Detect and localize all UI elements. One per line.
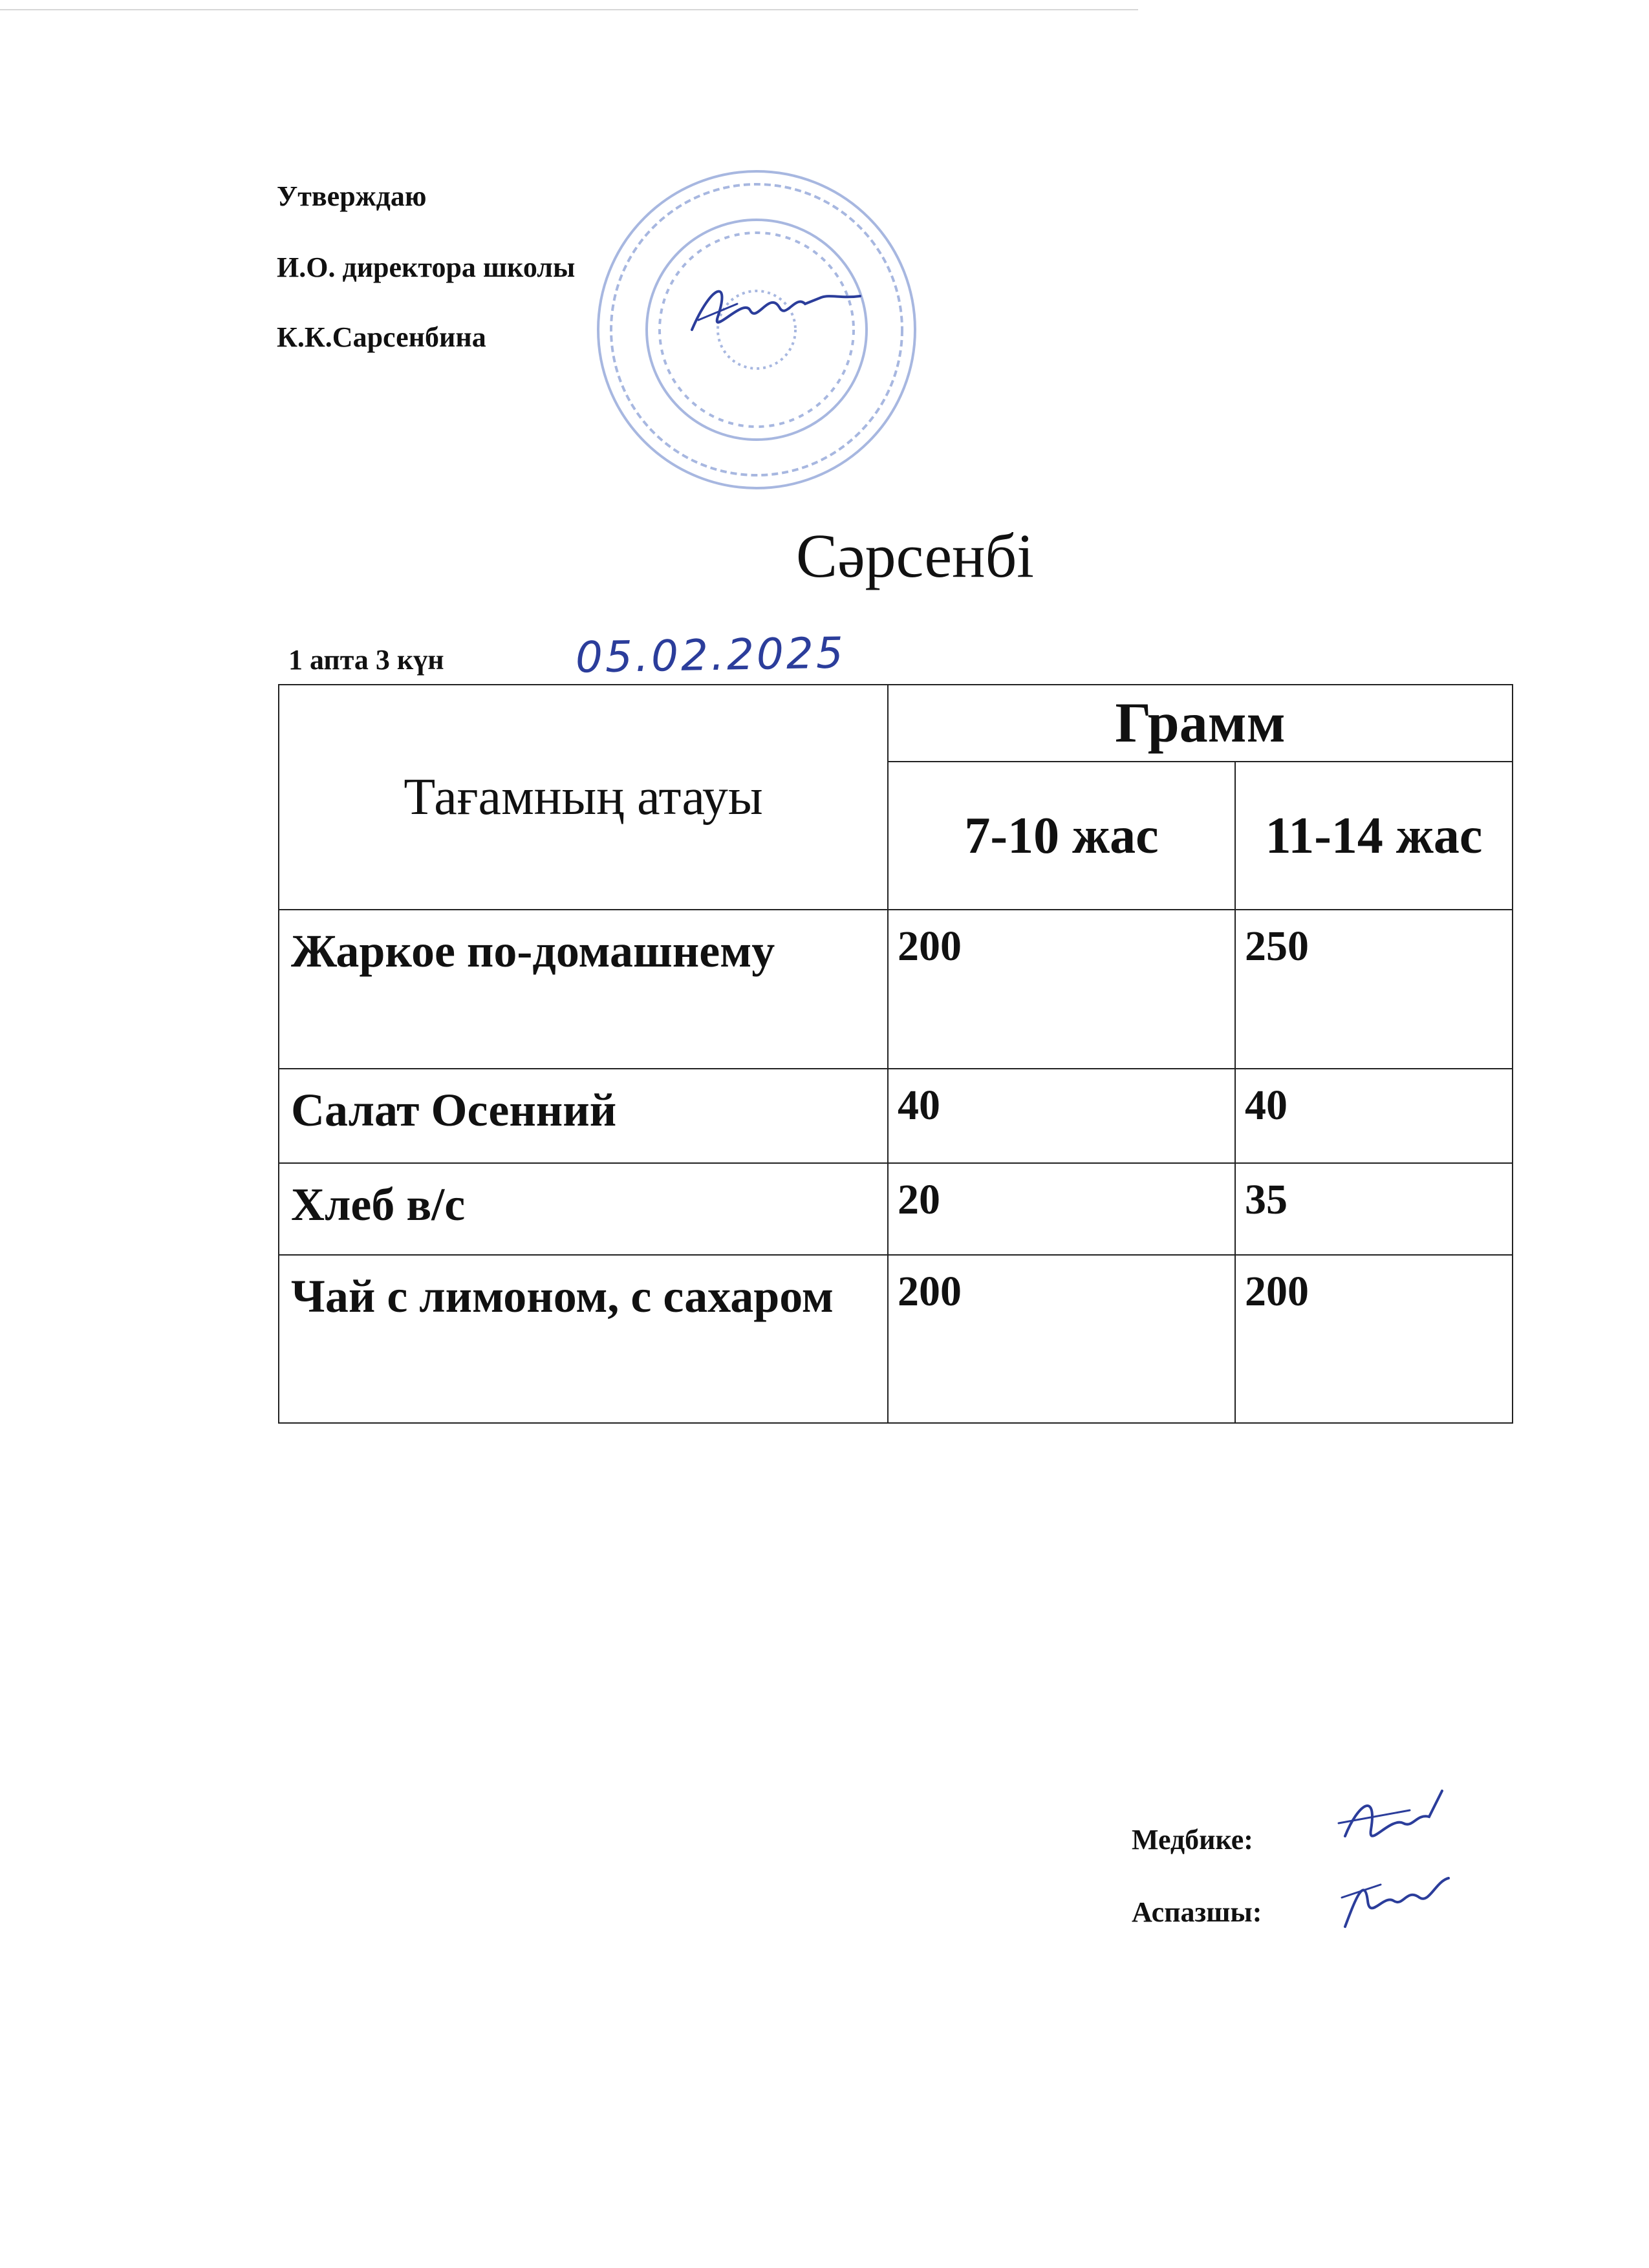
cook-label: Аспазшы: — [1132, 1896, 1262, 1928]
nurse-signature-icon — [1332, 1778, 1449, 1862]
director-signature-icon — [673, 259, 867, 356]
header-age-7-10: 7-10 жас — [888, 762, 1235, 910]
table-row — [279, 1069, 1513, 1163]
scan-edge-line — [0, 9, 1138, 10]
table-header-row — [279, 685, 1513, 762]
header-dish-name: Тағамның атауы — [279, 685, 888, 910]
grams-7-10: 20 — [888, 1163, 1235, 1255]
table-row — [279, 910, 1513, 1069]
dish-name: Хлеб в/с — [279, 1163, 888, 1255]
dish-name: Жаркое по-домашнему — [279, 910, 888, 1069]
week-day-label: 1 апта 3 күн — [288, 644, 444, 676]
handwritten-date: 05.02.2025 — [575, 628, 846, 683]
grams-11-14: 40 — [1235, 1069, 1513, 1163]
header-gram: Грамм — [888, 685, 1513, 762]
approval-title: Утверждаю — [277, 180, 427, 212]
grams-7-10: 200 — [888, 1255, 1235, 1423]
grams-7-10: 40 — [888, 1069, 1235, 1163]
menu-table — [278, 684, 1513, 1424]
nurse-label: Медбике: — [1132, 1824, 1253, 1856]
approval-position: И.О. директора школы — [277, 251, 576, 283]
table-row — [279, 1163, 1513, 1255]
approval-person: К.К.Сарсенбина — [277, 321, 486, 353]
grams-11-14: 250 — [1235, 910, 1513, 1069]
dish-name: Чай с лимоном, с сахаром — [279, 1255, 888, 1423]
grams-11-14: 35 — [1235, 1163, 1513, 1255]
table-row — [279, 1255, 1513, 1423]
day-title: Сәрсенбі — [796, 521, 1034, 590]
header-age-11-14: 11-14 жас — [1235, 762, 1513, 910]
cook-signature-icon — [1332, 1862, 1455, 1946]
grams-7-10: 200 — [888, 910, 1235, 1069]
dish-name: Салат Осенний — [279, 1069, 888, 1163]
grams-11-14: 200 — [1235, 1255, 1513, 1423]
